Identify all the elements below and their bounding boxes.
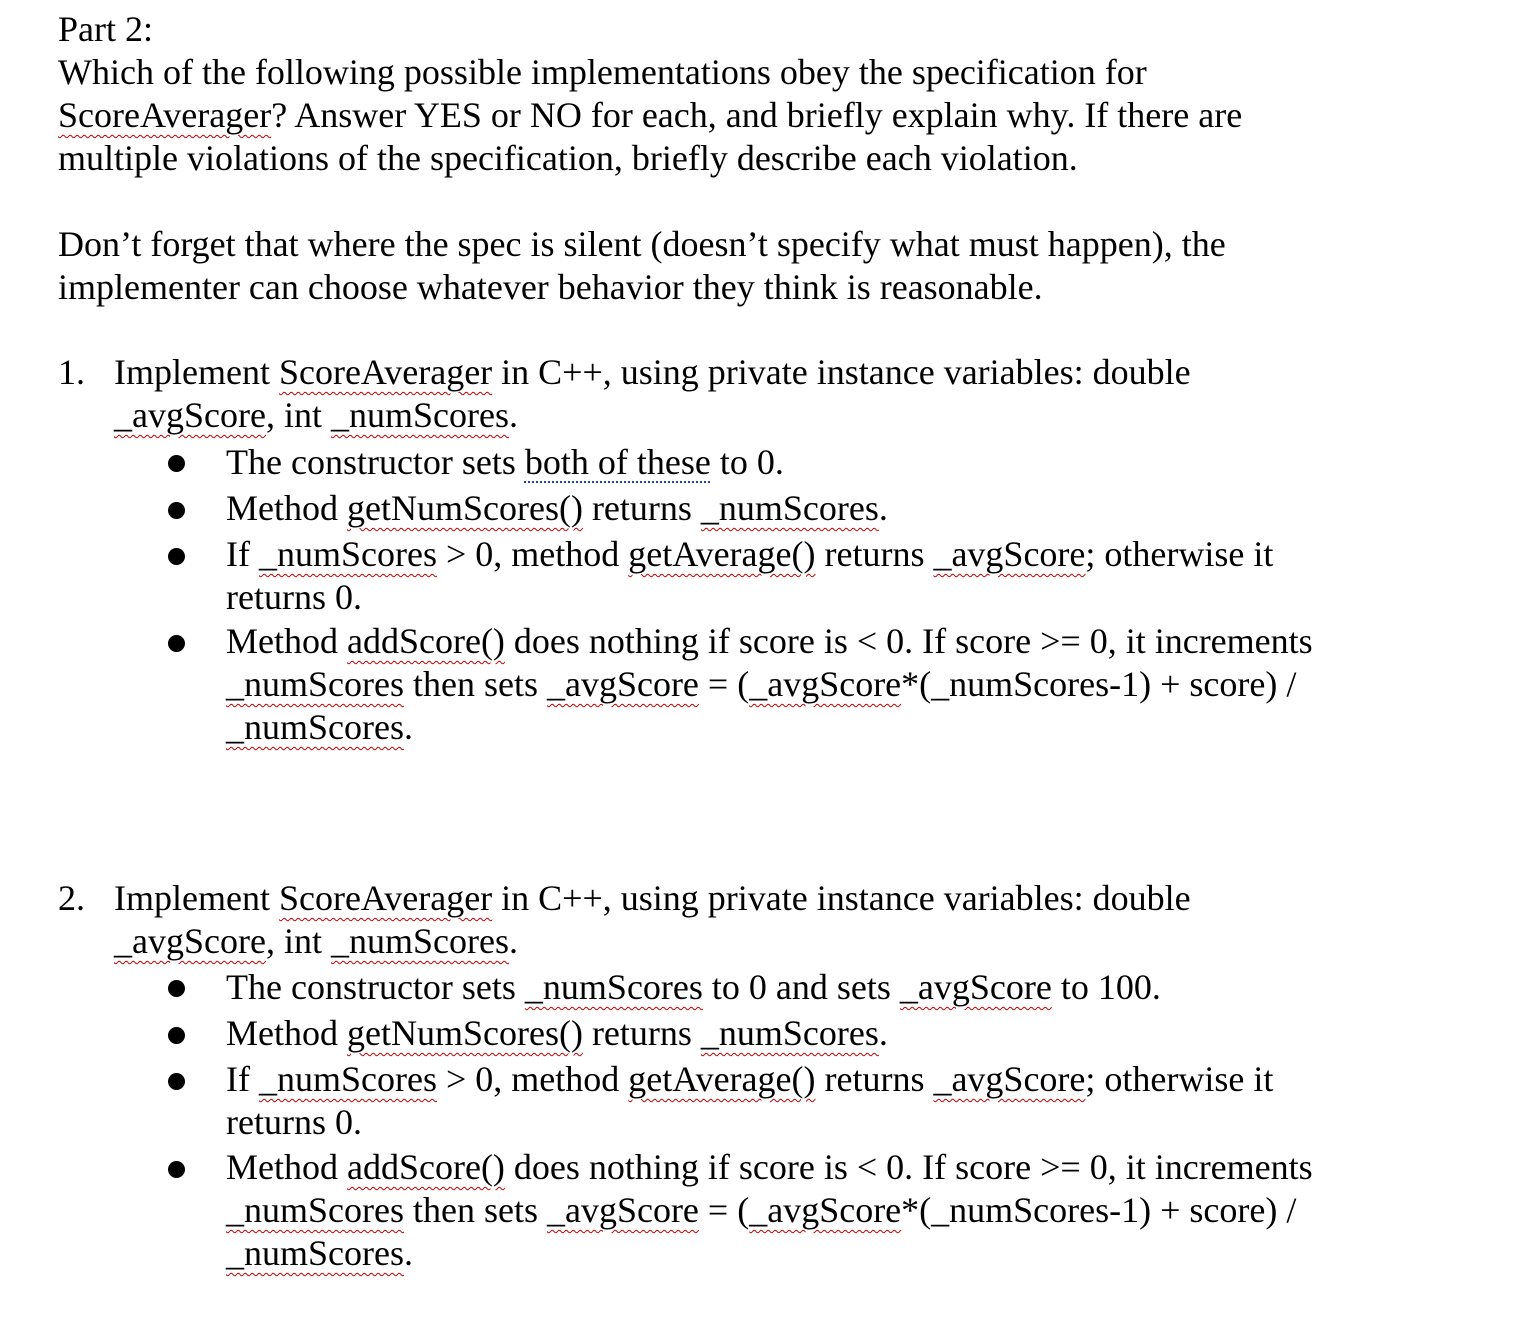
intro-line-2 <box>58 94 1242 137</box>
spell-flag-word[interactable]: _numScores <box>524 967 703 1007</box>
bullet-text-continued: _numScores. <box>226 707 413 747</box>
spell-flag-word[interactable]: ScoreAverager <box>278 352 493 392</box>
spell-flag-word[interactable]: getAverage() <box>628 534 816 574</box>
bullet-icon <box>168 548 185 565</box>
part-title: Part 2: <box>58 9 153 49</box>
intro-text: ? Answer YES or NO for each, and briefly explain why. If there are <box>271 95 1243 135</box>
spell-flag-word[interactable]: _avgScore <box>114 395 266 435</box>
item-heading-line-2: _avgScore, int _numScores. <box>114 395 518 435</box>
intro-line-3: multiple violations of the specification, briefly describe each violation. <box>58 138 1078 178</box>
bullet-text: Method getNumScores() returns _numScores. <box>226 1013 888 1053</box>
spell-flag-word[interactable]: getNumScores() <box>347 1013 583 1053</box>
bullet-icon <box>168 1161 185 1178</box>
spell-flag-word[interactable]: _avgScore <box>933 1059 1086 1099</box>
bullet-icon <box>168 1073 185 1090</box>
spell-flag-word[interactable]: _numScores <box>258 534 437 574</box>
bullet-text: The constructor sets both of these to 0. <box>226 442 784 482</box>
spell-flag-word[interactable]: _numScores <box>330 921 509 961</box>
spell-flag-word[interactable]: _numScores <box>226 1233 404 1273</box>
note-line-2: implementer can choose whatever behavior they think is reasonable. <box>58 267 1043 307</box>
bullet-text-continued: returns 0. <box>226 1102 362 1142</box>
item-heading-line-1: Implement ScoreAverager in C++, using private instance variables: double <box>114 878 1191 918</box>
spell-flag-word[interactable]: _avgScore <box>546 664 699 704</box>
spell-flag-word[interactable]: _avgScore <box>114 921 266 961</box>
spell-flag-word[interactable]: _avgScore <box>546 1190 699 1230</box>
spell-flag-word[interactable]: _numScores <box>330 395 509 435</box>
spell-flag-word[interactable]: _numScores <box>700 488 879 528</box>
bullet-icon <box>168 1027 185 1044</box>
bullet-text-continued: returns 0. <box>226 577 362 617</box>
spell-flag-word[interactable]: getAverage() <box>628 1059 816 1099</box>
item-number: 2. <box>58 878 85 918</box>
spell-flag-word[interactable]: ScoreAverager <box>58 95 272 135</box>
spell-flag-word[interactable]: _avgScore <box>749 1190 902 1230</box>
grammar-flag-phrase[interactable]: both of these <box>524 442 711 482</box>
spell-flag-word[interactable]: addScore() <box>347 621 505 661</box>
bullet-text: Method addScore() does nothing if score is < 0. If score >= 0, it increments <box>226 1147 1313 1187</box>
note-line-1: Don’t forget that where the spec is silent (doesn’t specify what must happen), the <box>58 224 1226 264</box>
item-heading-line-1: Implement ScoreAverager in C++, using private instance variables: double <box>114 352 1191 392</box>
bullet-text-continued: _numScores then sets _avgScore = (_avgScore*(_numScores-1) + score) / <box>226 664 1297 704</box>
spell-flag-word[interactable]: _avgScore <box>899 967 1052 1007</box>
spell-flag-word[interactable]: _avgScore <box>749 664 902 704</box>
item-number: 1. <box>58 352 85 392</box>
bullet-icon <box>168 502 185 519</box>
bullet-icon <box>168 980 185 997</box>
bullet-text: Method addScore() does nothing if score is < 0. If score >= 0, it increments <box>226 621 1313 661</box>
bullet-icon <box>168 455 185 472</box>
bullet-icon <box>168 635 185 652</box>
bullet-text: If _numScores > 0, method getAverage() returns _avgScore; otherwise it <box>226 534 1274 574</box>
spell-flag-word[interactable]: getNumScores() <box>347 488 583 528</box>
spell-flag-word[interactable]: _avgScore <box>933 534 1086 574</box>
bullet-text-continued: _numScores. <box>226 1233 413 1273</box>
spell-flag-word[interactable]: _numScores <box>700 1013 879 1053</box>
spell-flag-word[interactable]: _numScores <box>226 1190 404 1230</box>
item-heading-line-2: _avgScore, int _numScores. <box>114 921 518 961</box>
spell-flag-word[interactable]: _numScores <box>226 664 404 704</box>
intro-line-1: Which of the following possible implementations obey the specification for <box>58 52 1147 92</box>
spell-flag-word[interactable]: ScoreAverager <box>278 878 493 918</box>
bullet-text: If _numScores > 0, method getAverage() returns _avgScore; otherwise it <box>226 1059 1274 1099</box>
spell-flag-word[interactable]: addScore() <box>347 1147 505 1187</box>
spell-flag-word[interactable]: _numScores <box>226 707 404 747</box>
bullet-text: The constructor sets _numScores to 0 and sets _avgScore to 100. <box>226 967 1161 1007</box>
bullet-text: Method getNumScores() returns _numScores. <box>226 488 888 528</box>
bullet-text-continued: _numScores then sets _avgScore = (_avgScore*(_numScores-1) + score) / <box>226 1190 1297 1230</box>
spell-flag-word[interactable]: _numScores <box>258 1059 437 1099</box>
